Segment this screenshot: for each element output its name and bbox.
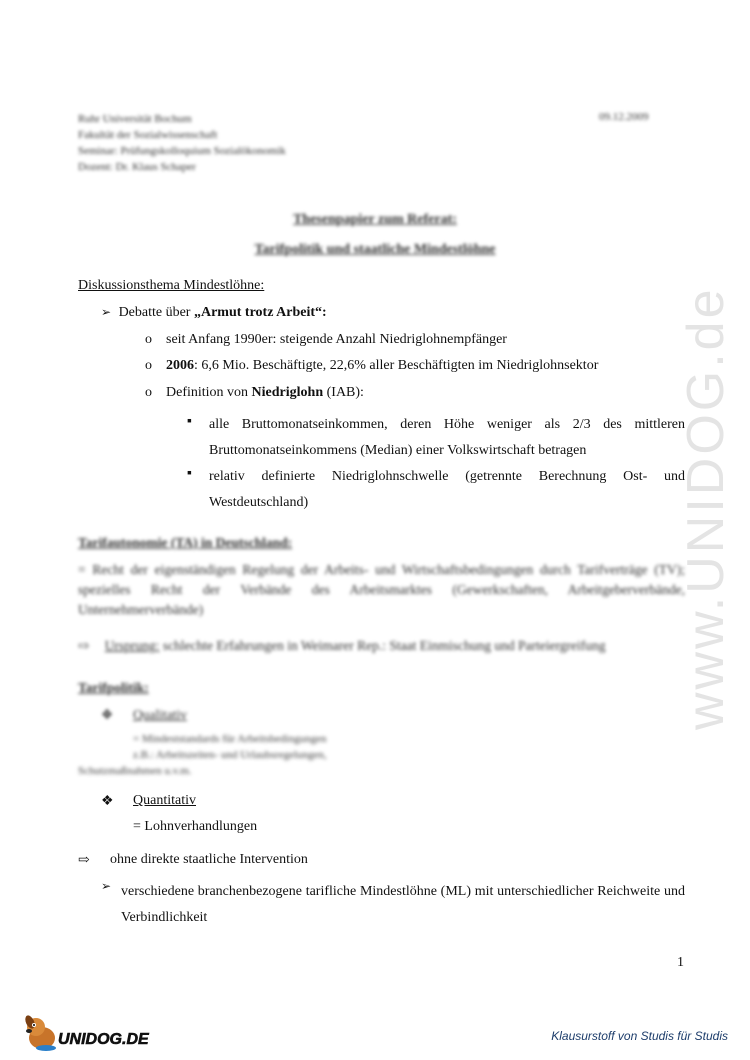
square-bullet-icon: ▪ xyxy=(187,466,192,481)
section-heading-tarifautonomie: Tarifautonomie (TA) in Deutschland: xyxy=(78,535,293,550)
list-item-3 xyxy=(145,385,364,401)
diamond-bullet-icon: ❖ xyxy=(101,794,114,809)
qualitativ-label: Qualitativ xyxy=(133,707,187,722)
unidog-logo xyxy=(22,1012,162,1052)
header-lecturer: Dozent: Dr. Klaus Schaper xyxy=(78,161,196,173)
debate-bold: „Armut trotz Arbeit“: xyxy=(193,305,327,320)
list-item-2-text: : 6,6 Mio. Beschäftigte, 22,6% aller Beschäftigten im Niedriglohnsektor xyxy=(194,358,599,373)
origin-label: Ursprung: xyxy=(104,638,160,653)
page-number: 1 xyxy=(677,955,684,970)
qualitativ-line-1: = Mindeststandards für Arbeitsbedingungen xyxy=(133,733,327,745)
sub-item-1: alle Bruttomonatseinkommen, deren Höhe weniger als 2/3 des mittleren Bruttomonatseinkommens (Median) einer Volkswirtschaft betragen xyxy=(209,417,685,458)
watermark xyxy=(676,286,736,740)
hollow-arrow-icon: ⇨ xyxy=(78,638,90,653)
header-seminar: Seminar: Prüfungskolloquium Sozialökonomik xyxy=(78,145,286,157)
list-item-3-rest: (IAB): xyxy=(323,385,364,400)
qualitativ-line-2: z.B.: Arbeitszeiten- und Urlaubsregelungen, xyxy=(133,749,327,761)
arrowhead-bullet-icon: ➢ xyxy=(101,305,112,319)
quantitativ-text: = Lohnverhandlungen xyxy=(133,819,258,834)
dog-mascot-icon xyxy=(22,1012,62,1052)
header-date: 09.12.2009 xyxy=(599,111,649,123)
list-item-3-bold: Niedriglohn xyxy=(251,385,324,400)
hollow-arrow-icon: ⇨ xyxy=(78,853,90,868)
intervention-text: ohne direkte staatliche Intervention xyxy=(110,852,308,867)
logo-text: UNIDOG.DE xyxy=(58,1031,149,1048)
square-bullet-icon: ▪ xyxy=(187,414,192,429)
section-heading-mindestloehne: Diskussionsthema Mindestlöhne: xyxy=(78,278,265,293)
circle-bullet-icon: o xyxy=(145,385,152,400)
logo-wordmark xyxy=(58,1028,158,1048)
watermark-text: www.UNIDOG.de xyxy=(677,286,735,730)
origin-item xyxy=(78,638,605,654)
circle-bullet-icon: o xyxy=(145,358,152,373)
list-item-3-prefix: Definition von xyxy=(166,385,252,400)
diamond-bullet-icon: ❖ xyxy=(101,707,114,722)
document-header xyxy=(78,111,286,175)
qualitativ-line-3: Schutzmaßnahmen u.v.m. xyxy=(78,765,192,777)
quantitativ-label: Quantitativ xyxy=(133,793,196,808)
list-item-1-text: seit Anfang 1990er: steigende Anzahl Niedriglohnempfänger xyxy=(166,332,507,347)
list-item-2-bold: 2006 xyxy=(166,358,194,373)
header-faculty: Fakultät der Sozialwissenschaft xyxy=(78,129,218,141)
header-university: Ruhr Universität Bochum xyxy=(78,113,192,125)
title-line-2: Tarifpolitik und staatliche Mindestlöhne xyxy=(254,242,496,257)
tarifautonomie-definition: = Recht der eigenständigen Regelung der Arbeits- und Wirtschaftsbedingungen durch Tarifverträge (TV); spezielles Recht der Verbände des Arbeitsmarktes (Gewerkschaften, Arbeitgeberverbände, Unternehmerverbände) xyxy=(78,562,685,617)
debate-item xyxy=(101,305,327,321)
title-line-1: Thesenpapier zum Referat: xyxy=(293,212,457,227)
list-item-1 xyxy=(145,332,507,348)
debate-prefix: Debatte über xyxy=(118,305,194,320)
mindestloehne-item: verschiedene branchenbezogene tarifliche Mindestlöhne (ML) mit unterschiedlicher Reichweite und Verbindlichkeit xyxy=(121,884,685,925)
section-heading-tarifpolitik: Tarifpolitik: xyxy=(78,680,149,695)
circle-bullet-icon: o xyxy=(145,332,152,347)
list-item-2 xyxy=(145,358,599,374)
arrowhead-bullet-icon: ➢ xyxy=(101,879,112,893)
footer-tagline: Klausurstoff von Studis für Studis xyxy=(551,1029,728,1043)
sub-item-2: relativ definierte Niedriglohnschwelle (getrennte Berechnung Ost- und Westdeutschland) xyxy=(209,469,685,510)
origin-text: schlechte Erfahrungen in Weimarer Rep.: Staat Einmischung und Parteiergreifung xyxy=(159,638,606,653)
